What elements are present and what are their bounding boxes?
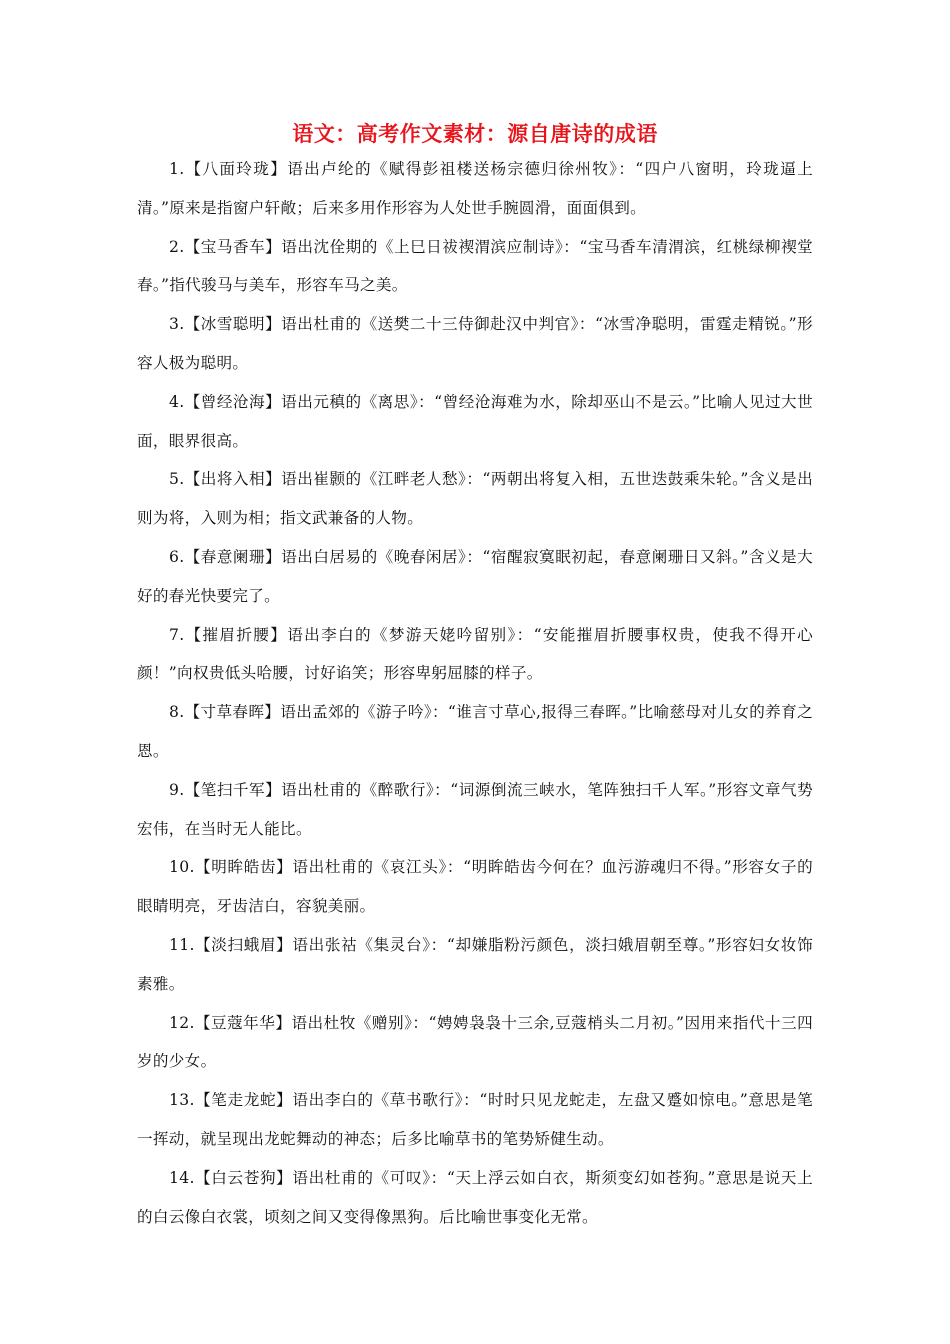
idiom-entry-13: 13.【笔走龙蛇】语出李白的《草书歌行》：“时时只见龙蛇走，左盘又蹙如惊电。”意思是笔一挥动，就呈现出龙蛇舞动的神态；后多比喻草书的笔势矫健生动。 — [137, 1091, 813, 1148]
idiom-entry-8: 8.【寸草春晖】语出孟郊的《游子吟》：“谁言寸草心,报得三春晖。”比喻慈母对儿女的养育之恩。 — [137, 703, 813, 760]
idiom-entry-7: 7.【摧眉折腰】语出李白的《梦游天姥吟留别》：“安能摧眉折腰事权贵，使我不得开心颜！”向权贵低头哈腰，讨好谄笑；形容卑躬屈膝的样子。 — [137, 625, 813, 683]
idiom-entry-4: 4.【曾经沧海】语出元稹的《离思》：“曾经沧海难为水，除却巫山不是云。”比喻人见过大世面，眼界很高。 — [137, 392, 813, 450]
idiom-entry-9: 9.【笔扫千军】语出杜甫的《醉歌行》：“词源倒流三峡水，笔阵独扫千人军。”形容文章气势宏伟，在当时无人能比。 — [137, 780, 813, 838]
idiom-entry-11: 11.【淡扫蛾眉】语出张祜《集灵台》：“却嫌脂粉污颜色，淡扫娥眉朝至尊。”形容妇女妆饰素雅。 — [137, 935, 813, 993]
idiom-entry-12: 12.【豆蔻年华】语出杜牧《赠别》：“娉娉袅袅十三余,豆蔻梢头二月初。”因用来指代十三四岁的少女。 — [137, 1013, 813, 1071]
document-title: 语文：高考作文素材：源自唐诗的成语 — [292, 121, 658, 146]
idiom-entry-10: 10.【明眸皓齿】语出杜甫的《哀江头》：“明眸皓齿今何在？血污游魂归不得。”形容女子的眼睛明亮，牙齿洁白，容貌美丽。 — [137, 858, 813, 916]
idiom-entry-5: 5.【出将入相】语出崔颢的《江畔老人愁》：“两朝出将复入相，五世迭鼓乘朱轮。”含义是出则为将，入则为相；指文武兼备的人物。 — [137, 470, 813, 528]
idiom-entry-6: 6.【春意阑珊】语出白居易的《晚春闲居》：“宿醒寂寞眠初起，春意阑珊日又斜。”含义是大好的春光快要完了。 — [137, 547, 813, 605]
idiom-entry-2: 2.【宝马香车】语出沈佺期的《上巳日祓禊渭滨应制诗》：“宝马香车清渭滨，红桃绿柳禊堂春。”指代骏马与美车，形容车马之美。 — [137, 237, 813, 295]
document-page — [137, 118, 813, 1236]
idiom-entry-14: 14.【白云苍狗】语出杜甫的《可叹》：“天上浮云如白衣，斯须变幻如苍狗。”意思是说天上的白云像白衣裳，顷刻之间又变得像黑狗。后比喻世事变化无常。 — [137, 1168, 813, 1226]
idiom-entry-3: 3.【冰雪聪明】语出杜甫的《送樊二十三侍御赴汉中判官》：“冰雪净聪明，雷霆走精锐。”形容人极为聪明。 — [137, 315, 813, 372]
idiom-entry-1: 1.【八面玲珑】语出卢纶的《赋得彭祖楼送杨宗德归徐州牧》：“四户八窗明，玲珑逼上清。”原来是指窗户轩敞；后来多用作形容为人处世手腕圆滑，面面俱到。 — [137, 160, 813, 217]
